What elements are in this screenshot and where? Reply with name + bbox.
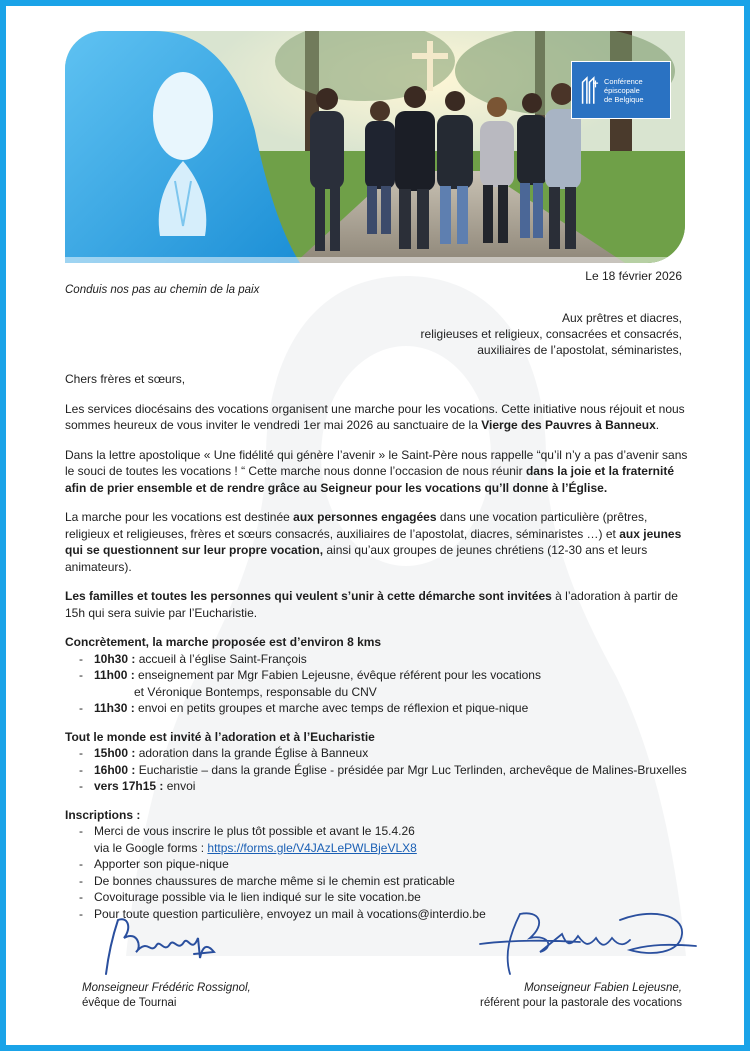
time: 16h00 :	[94, 762, 136, 777]
paragraph-3	[65, 509, 691, 575]
signer-role: évêque de Tournai	[82, 997, 177, 1009]
letter-body	[65, 371, 691, 934]
list-item: - Covoiturage possible via le lien indiqué sur le site vocation.be	[79, 889, 691, 906]
text: .	[655, 418, 660, 432]
text: accueil à l’église Saint-François	[135, 651, 307, 666]
list-item	[79, 762, 691, 779]
list-item	[79, 778, 691, 795]
list-item	[79, 667, 691, 700]
paragraph-1	[65, 401, 691, 434]
time: 10h30 :	[94, 651, 136, 666]
google-forms-link[interactable]: https://forms.gle/V4JAzLePWLBjeVLX8	[207, 840, 417, 855]
addressee-line: religieuses et religieux, consacrées et consacrés,	[420, 327, 682, 341]
bold-text: Les familles et toutes les personnes qui veulent s’unir à cette démarche sont invitées	[65, 589, 552, 603]
bold-text: dans la joie et la fraternité afin de prier ensemble et de rendre grâce au Seigneur pour les vocations qu’Il donne à l’Église.	[65, 464, 674, 495]
text: enseignement par Mgr Fabien Lejeusne, évêque référent pour les vocations	[134, 668, 541, 682]
signer-name: Monseigneur Frédéric Rossignol,	[82, 982, 251, 994]
addressee-line: auxiliaires de l’apostolat, séminaristes,	[477, 343, 682, 357]
text: envoi	[163, 779, 196, 793]
greeting: Chers frères et sœurs,	[65, 372, 186, 386]
paragraph-4	[65, 588, 691, 621]
list-item: - De bonnes chaussures de marche même si le chemin est praticable	[79, 873, 691, 890]
bold-text: aux jeunes qui se questionnent sur leur propre vocation,	[65, 526, 682, 557]
text: Merci de vous inscrire le plus tôt possible et avant le 15.4.26	[94, 824, 415, 838]
text: Les services diocésains des vocations organisent une marche pour les vocations. Cette initiative nous réjouit et nous sommes heureux de vous inviter le vendredi 1er mai 2026 au sanctuaire de la	[65, 401, 685, 432]
signature-block-right	[480, 981, 682, 1011]
text: à l’adoration à partir de 15h qui sera suivie par l’Eucharistie.	[65, 589, 678, 620]
text: La marche pour les vocations est destinée	[65, 510, 294, 524]
time: vers 17h15 :	[94, 779, 164, 793]
time: 11h00 :	[94, 668, 135, 682]
text: via le Google forms :	[94, 840, 208, 855]
signature-rossignol	[98, 908, 218, 978]
letter-date: Le 18 février 2026	[585, 269, 682, 283]
motto: Conduis nos pas au chemin de la paix	[65, 284, 260, 296]
signer-name: Monseigneur Fabien Lejeusne,	[524, 982, 682, 994]
logo-text	[604, 77, 670, 104]
addressee-line: Aux prêtres et diacres,	[561, 311, 682, 325]
text: adoration dans la grande Église à Banneux	[135, 746, 369, 760]
program2-list	[65, 745, 691, 795]
text: et Véronique Bontemps, responsable du CNV	[134, 684, 377, 699]
list-item: - Pour toute question particulière, envoyez un mail à vocations@interdio.be	[79, 906, 691, 923]
bishops-conference-logo	[571, 61, 671, 119]
list-item: - Apporter son pique-nique	[79, 856, 691, 873]
signature-block-left	[82, 981, 251, 1011]
text: envoi en petits groupes et marche avec temps de réflexion et pique-nique	[134, 701, 529, 715]
program2-title: Tout le monde est invité à l’adoration et à l’Eucharistie	[65, 729, 375, 744]
text: Dans la lettre apostolique « Une fidélité qui génère l’avenir » le Saint-Père nous rappelle “qu’il n’y a pas d’avenir sans le souci de toutes les vocations ! “ Cette marche nous donne l’occasion de nous réunir	[65, 447, 688, 478]
time: 11h30 :	[94, 701, 135, 715]
list-item	[79, 745, 691, 762]
logo-line1: Conférence épiscopale	[603, 76, 643, 95]
bold-text: Vierge des Pauvres à Banneux	[481, 418, 656, 432]
signature-lejeusne	[470, 904, 700, 984]
logo-cross-icon	[580, 73, 599, 107]
program1-list	[65, 651, 691, 717]
list-item	[79, 823, 691, 856]
list-item	[79, 700, 691, 717]
addressees	[421, 310, 682, 358]
header-banner	[65, 31, 685, 263]
time: 15h00 :	[94, 746, 136, 760]
bold-text: aux personnes engagées	[293, 510, 437, 524]
text: ainsi qu’aux groupes de jeunes chrétiens (12-30 ans et leurs animateurs).	[65, 543, 648, 574]
program1-title: Concrètement, la marche proposée est d’environ 8 kms	[65, 635, 382, 649]
logo-line2: de Belgique	[603, 94, 644, 104]
signer-role: référent pour la pastorale des vocations	[479, 997, 682, 1009]
text: dans une vocation particulière (prêtres, religieux et religieuses, frères et sœurs consacrés, auxiliaires de l’apostolat, diacres, séminaristes …) et	[65, 510, 648, 541]
text: Eucharistie – dans la grande Église - présidée par Mgr Luc Terlinden, archevêque de Malines-Bruxelles	[135, 762, 687, 777]
inscriptions-title: Inscriptions :	[65, 807, 141, 822]
list-item	[79, 651, 691, 668]
paragraph-2	[65, 447, 691, 497]
